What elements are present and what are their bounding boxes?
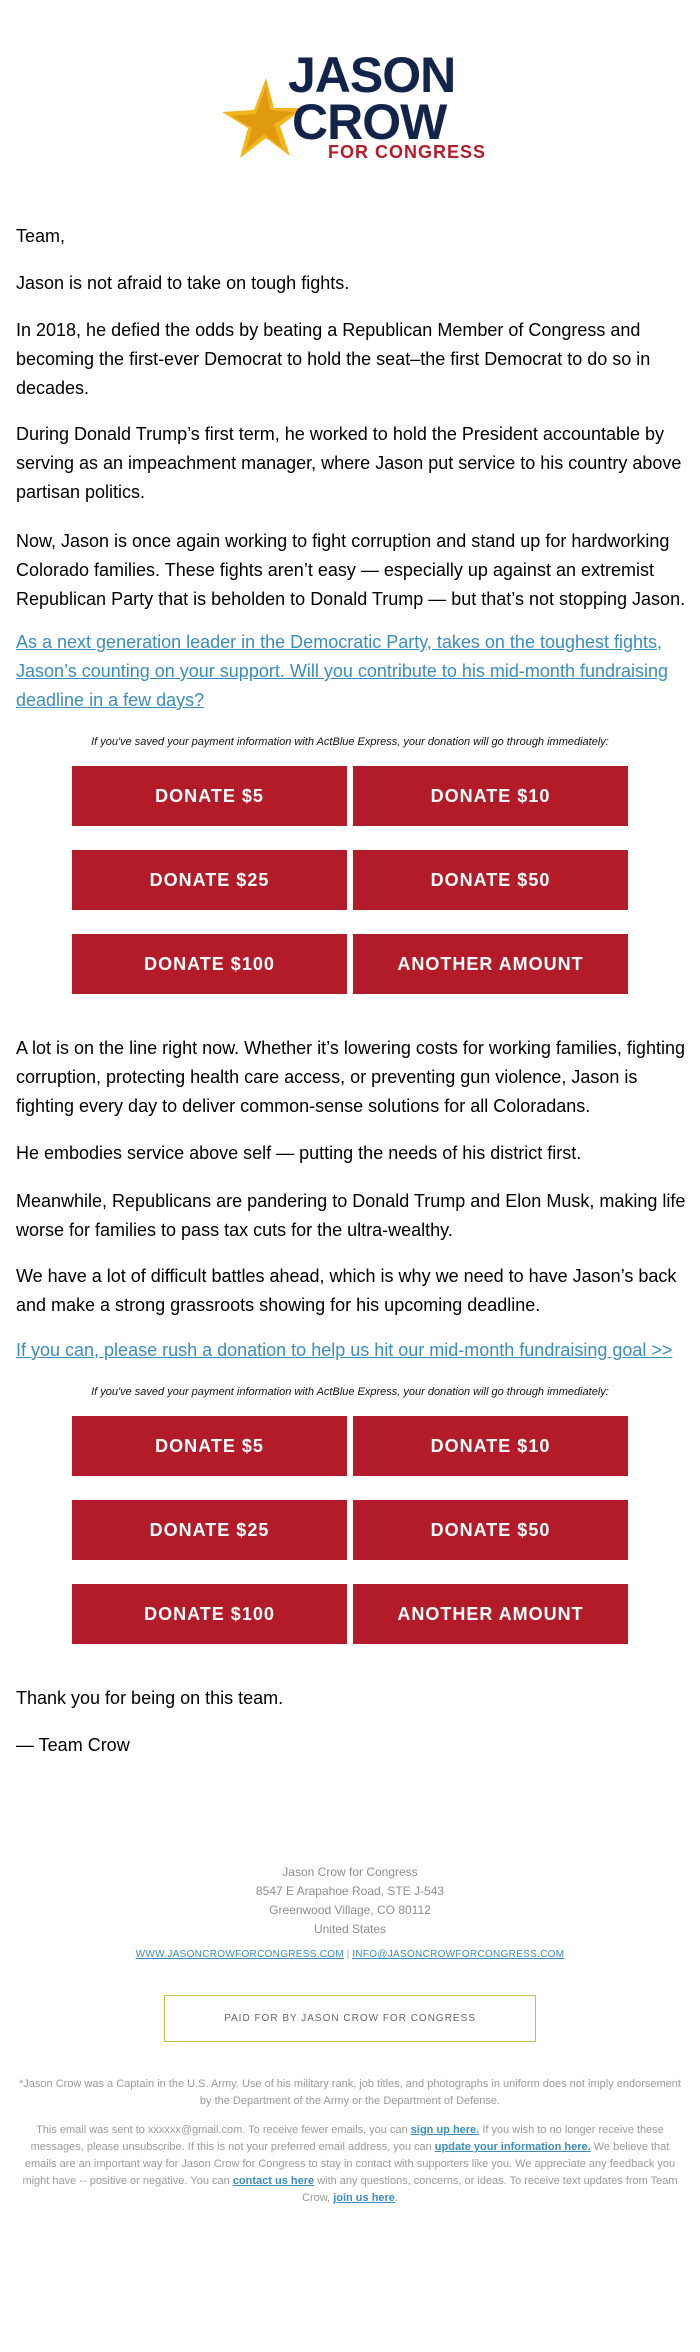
logo-name-last: CROW bbox=[292, 94, 447, 150]
footer-org: Jason Crow for Congress bbox=[282, 1865, 418, 1879]
footer-separator: | bbox=[346, 1949, 350, 1960]
unsub-text-d: with any questions, concerns, or ideas. To receive text updates from Team Crow, bbox=[302, 2175, 678, 2204]
another-amount-button[interactable]: ANOTHER AMOUNT bbox=[353, 1584, 628, 1644]
donate-25-button[interactable]: DONATE $25 bbox=[72, 850, 347, 910]
campaign-logo bbox=[0, 0, 700, 190]
paid-for-box: PAID FOR BY JASON CROW FOR CONGRESS bbox=[164, 1995, 536, 2042]
signoff: — Team Crow bbox=[16, 1735, 130, 1755]
donate-link-2[interactable]: If you can, please rush a donation to help us hit our mid-month fundraising goal >> bbox=[16, 1340, 673, 1360]
donate-100-button[interactable]: DONATE $100 bbox=[72, 934, 347, 994]
website-link[interactable]: WWW.JASONCROWFORCONGRESS.COM bbox=[135, 1949, 345, 1960]
unsubscribe-text bbox=[16, 2122, 684, 2207]
paragraph-4: Now, Jason is once again working to fight corruption and stand up for hardworking Colorado families. These fights aren’t easy — especially up against an extremist Republican Party that is beholden to Donald Trump — but that’s not stopping Jason. bbox=[16, 531, 686, 609]
logo-subtitle: FOR CONGRESS bbox=[328, 142, 487, 162]
footer-address-2: Greenwood Village, CO 80112 bbox=[269, 1903, 431, 1917]
donate-50-button[interactable]: DONATE $50 bbox=[353, 850, 628, 910]
actblue-note-1: If you've saved your payment information with ActBlue Express, your donation will go through immediately: bbox=[91, 736, 609, 748]
join-us-link[interactable]: join us here bbox=[333, 2192, 395, 2204]
footer-address-1: 8547 E Arapahoe Road, STE J-543 bbox=[255, 1884, 445, 1898]
donate-10-button[interactable]: DONATE $10 bbox=[353, 766, 628, 826]
email-link[interactable]: INFO@JASONCROWFORCONGRESS.COM bbox=[352, 1949, 565, 1960]
paragraph-2: In 2018, he defied the odds by beating a Republican Member of Congress and becoming the first-ever Democrat to hold the seat–the first Democrat to do so in decades. bbox=[16, 320, 651, 398]
contact-us-link[interactable]: contact us here bbox=[232, 2175, 315, 2187]
paragraph-7: Meanwhile, Republicans are pandering to Donald Trump and Elon Musk, making life worse for families to pass tax cuts for the ultra-wealthy. bbox=[16, 1191, 686, 1240]
paragraph-8: We have a lot of difficult battles ahead, which is why we need to have Jason’s back and make a strong grassroots showing for his upcoming deadline. bbox=[16, 1266, 677, 1315]
unsub-end: . bbox=[394, 2192, 398, 2204]
logo-name-first: JASON bbox=[288, 47, 456, 103]
donate-50-button[interactable]: DONATE $50 bbox=[353, 1500, 628, 1560]
footer-country: United States bbox=[313, 1922, 387, 1936]
unsub-text-b: If you wish to no longer receive these messages, please unsubscribe. If this is not your preferred email address, you can bbox=[30, 2124, 664, 2153]
thanks-line: Thank you for being on this team. bbox=[16, 1688, 284, 1708]
greeting: Team, bbox=[16, 226, 66, 246]
another-amount-button[interactable]: ANOTHER AMOUNT bbox=[353, 934, 628, 994]
donate-5-button[interactable]: DONATE $5 bbox=[72, 1416, 347, 1476]
footer-links bbox=[0, 1949, 700, 1960]
donate-link-1[interactable]: As a next generation leader in the Democratic Party, takes on the toughest fights, Jason’s counting on your support. Will you contribute to his mid-month fundraising deadline in a few days? bbox=[16, 632, 669, 710]
actblue-note-2: If you've saved your payment information with ActBlue Express, your donation will go through immediately: bbox=[91, 1386, 609, 1398]
paragraph-6: He embodies service above self — putting the needs of his district first. bbox=[16, 1143, 582, 1163]
unsub-text-a: This email was sent to xxxxxx@gmail.com. To receive fewer emails, you can bbox=[36, 2124, 408, 2136]
military-disclaimer: *Jason Crow was a Captain in the U.S. Army. Use of his military rank, job titles, and photographs in uniform does not imply endorsement by the Department of the Army or the Department of Defense. bbox=[19, 2078, 681, 2107]
paragraph-3: During Donald Trump’s first term, he worked to hold the President accountable by serving as an impeachment manager, where Jason put service to his country above partisan politics. bbox=[16, 424, 682, 502]
paragraph-1: Jason is not afraid to take on tough fights. bbox=[16, 273, 350, 293]
update-info-link[interactable]: update your information here. bbox=[434, 2141, 591, 2153]
donate-5-button[interactable]: DONATE $5 bbox=[72, 766, 347, 826]
paragraph-5: A lot is on the line right now. Whether it’s lowering costs for working families, fighting corruption, protecting health care access, or preventing gun violence, Jason is fighting every day to deliver common-sense solutions for all Coloradans. bbox=[16, 1038, 685, 1116]
donate-100-button[interactable]: DONATE $100 bbox=[72, 1584, 347, 1644]
donate-25-button[interactable]: DONATE $25 bbox=[72, 1500, 347, 1560]
unsub-text-c: We believe that emails are an important way for Jason Crow for Congress to stay in contact with supporters like you. We appreciate any feedback you might have -- positive or negative. You can bbox=[22, 2141, 676, 2187]
sign-up-link[interactable]: sign up here. bbox=[410, 2124, 480, 2136]
donate-10-button[interactable]: DONATE $10 bbox=[353, 1416, 628, 1476]
